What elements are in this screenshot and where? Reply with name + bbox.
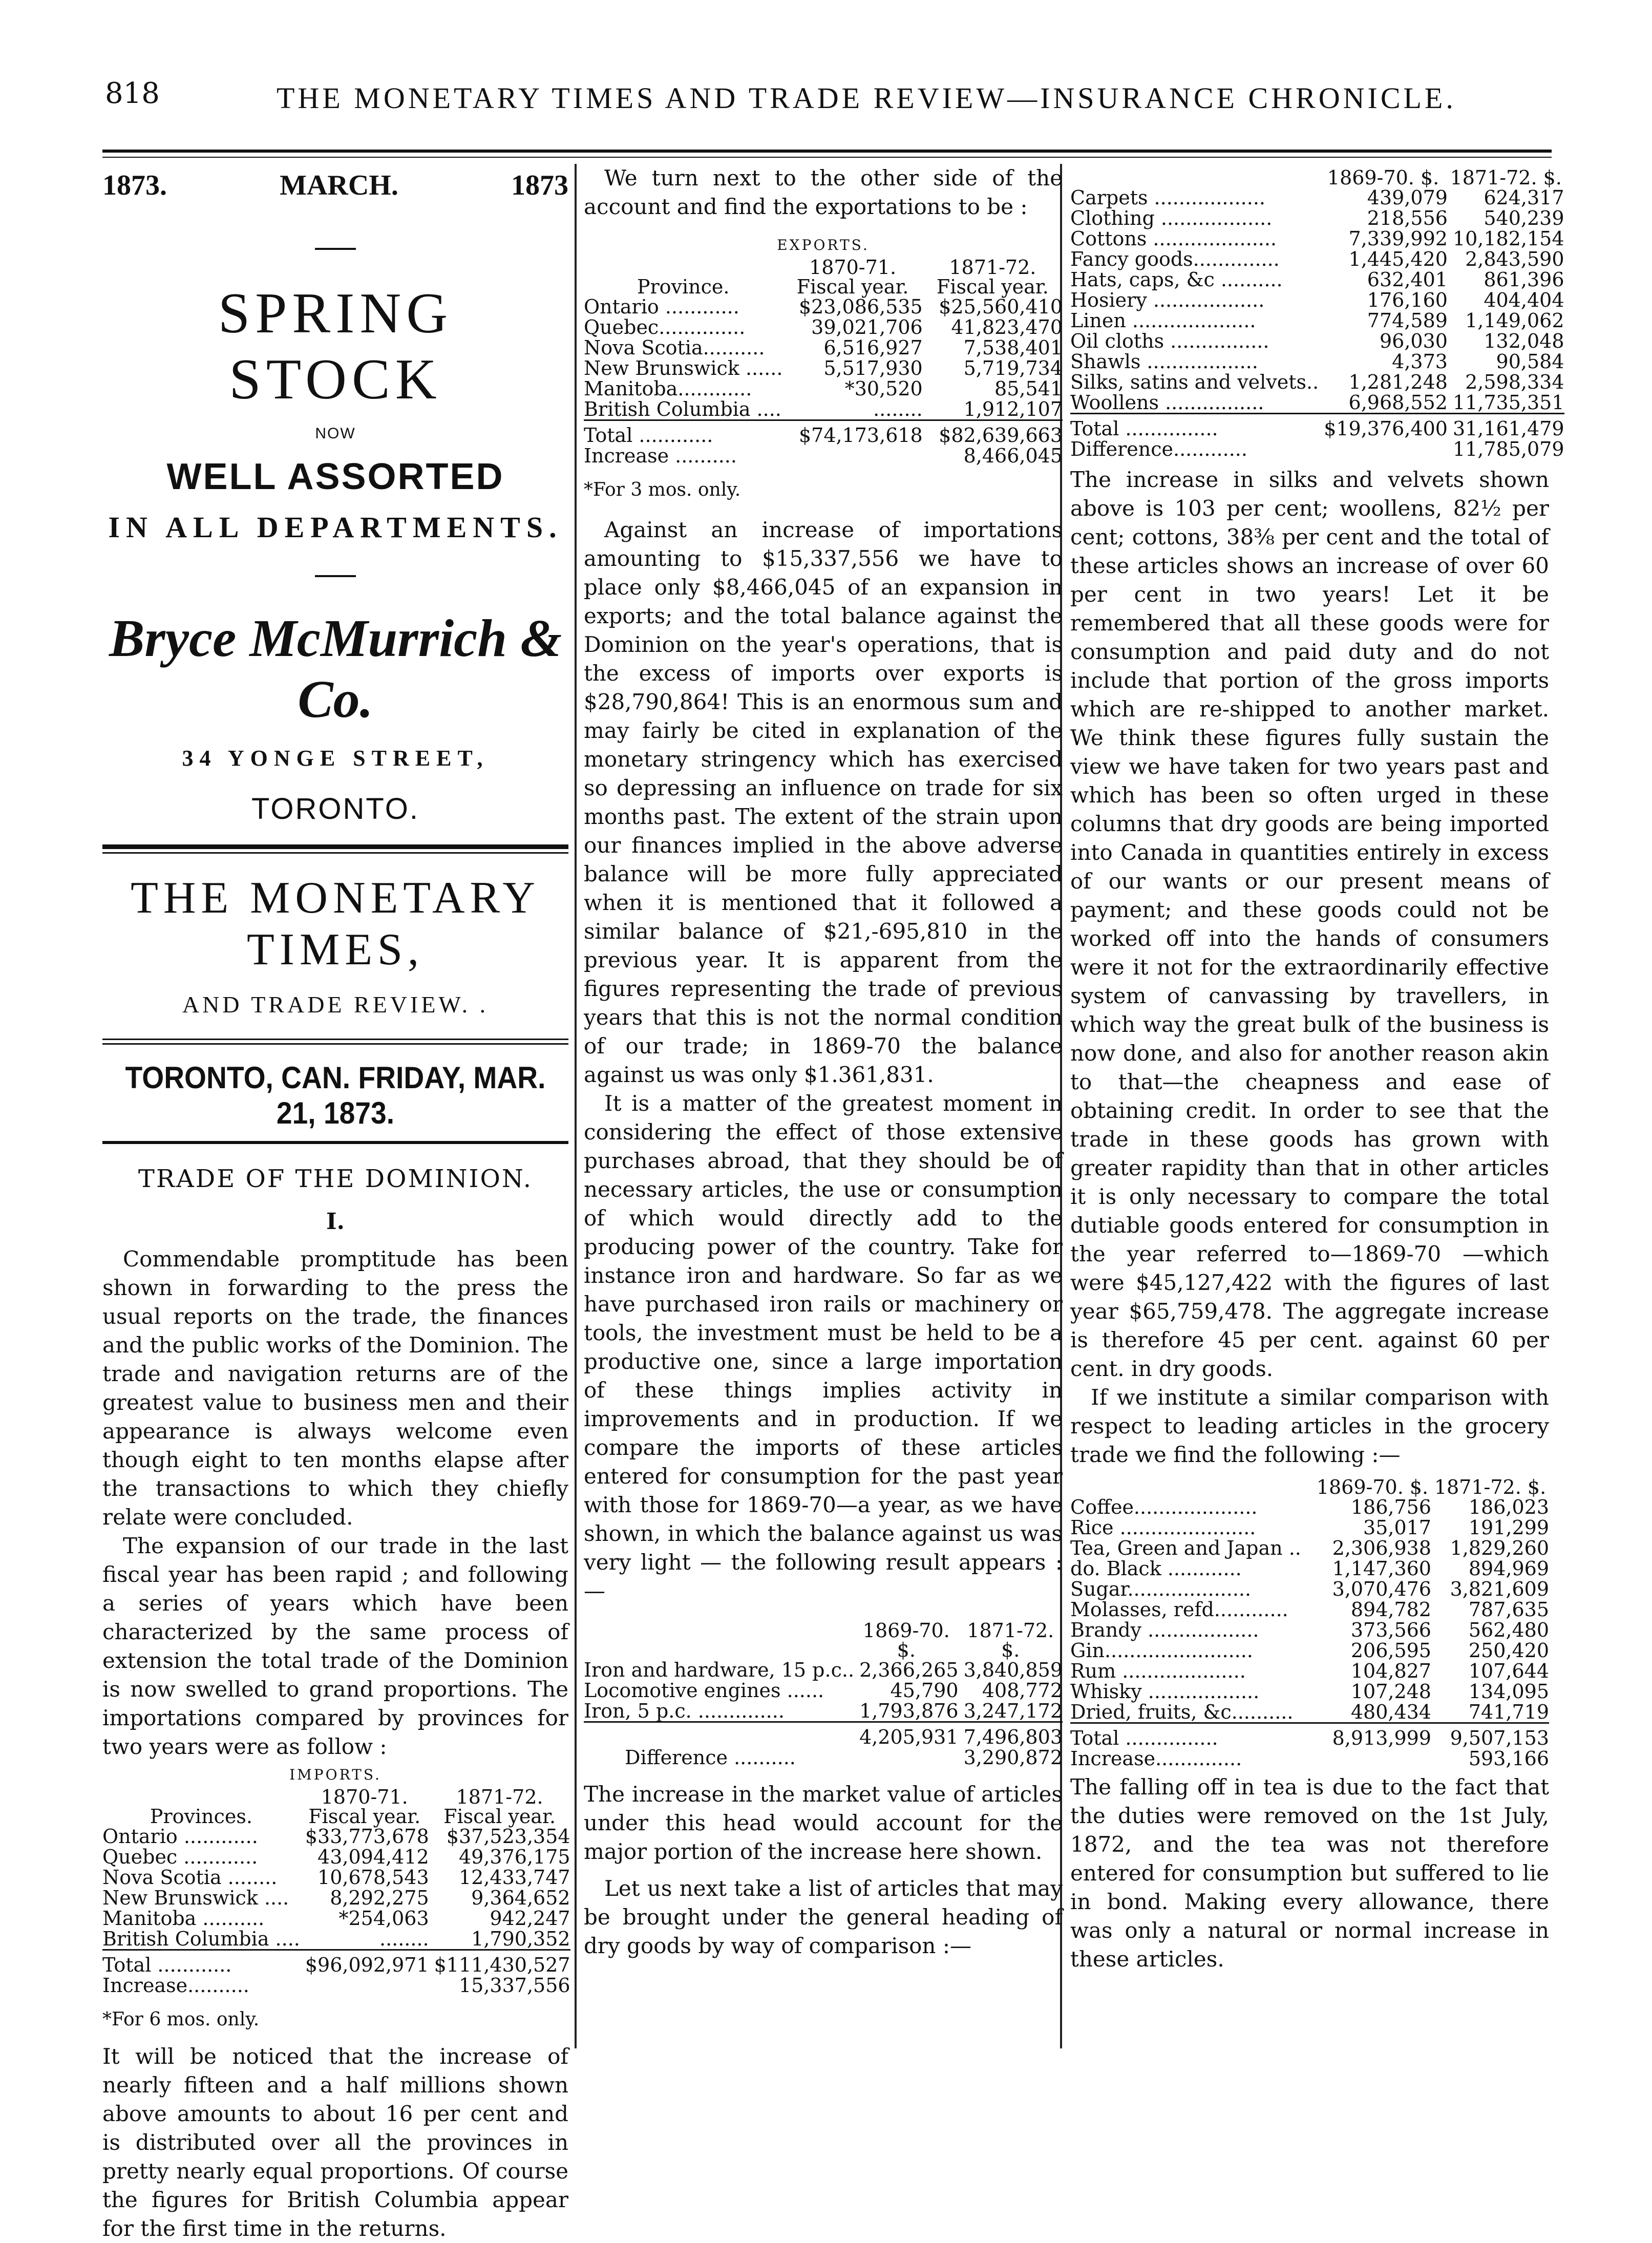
table-cell: 11,735,351 <box>1452 391 1564 414</box>
table-cell: Iron and hardware, 15 p.c.. <box>584 1659 855 1681</box>
table-cell: 1,790,352 <box>471 1928 570 1950</box>
advert-departments: IN ALL DEPARTMENTS. <box>108 511 563 544</box>
table-cell: 373,566 <box>1350 1619 1431 1641</box>
table-row <box>1070 1661 1549 1681</box>
advert-date-line <box>102 169 568 202</box>
table-cell: *30,520 <box>844 377 923 400</box>
table-cell: 3,247,172 <box>963 1700 1063 1722</box>
article-section-number: I. <box>326 1209 345 1235</box>
advert-month: MARCH. <box>280 170 398 201</box>
paragraph: Against an increase of importations amounting to $15,337,556 we have to place only $8,466,045 of an expansion in exports; and the total balance against the Dominion on the year's operations, that is the excess of imports over exports is $28,790,864! This is an enormous sum and may fairly be cited in explanation of the monetary stringency which has exercised so depressing an influence on trade for six months past. The extent of the strain upon our finances implied in the above adverse balance will be more fully appreciated when it is mentioned that it followed a similar balance of $21,-695,810 in the previous year. It is apparent from the figures representing the trade of previous years that this is not the normal condition of our trade; in 1869-70 the balance against us was only $1.361,831. <box>584 517 1063 1087</box>
table-row <box>1070 1620 1549 1640</box>
table-total-row <box>102 1950 570 1976</box>
advert-city: TORONTO. <box>251 792 419 826</box>
table-row <box>1070 331 1564 351</box>
table-row <box>102 1888 570 1908</box>
table-cell: 439,079 <box>1367 186 1448 209</box>
table-cell: 942,247 <box>490 1907 570 1930</box>
table-cell: 3,840,859 <box>963 1659 1063 1681</box>
table-header-cell: 1871-72. $. <box>1450 166 1562 189</box>
table-cell: Total ............ <box>584 420 782 446</box>
table-cell: Quebec ............ <box>102 1846 258 1868</box>
table-cell: Difference............ <box>1070 438 1247 460</box>
table-row <box>584 446 1063 466</box>
table-cell: 4,205,931 <box>854 1722 958 1748</box>
table-cell: Coffee.................... <box>1070 1496 1258 1518</box>
article-title: TRADE OF THE DOMINION. <box>138 1165 533 1193</box>
table-row <box>1070 1558 1549 1579</box>
table-cell: Dried, fruits, &c.......... <box>1070 1701 1294 1723</box>
table-header-cell: 1869-70. $. <box>1316 1476 1429 1498</box>
table-row <box>584 358 1063 378</box>
table-cell: 96,030 <box>1379 330 1448 352</box>
table-cell: 7,339,992 <box>1348 227 1448 250</box>
table-cell: 85,541 <box>994 377 1063 400</box>
table-cell: ........ <box>873 398 923 420</box>
table-cell: 104,827 <box>1350 1660 1431 1682</box>
table-cell: $33,773,678 <box>305 1825 429 1848</box>
table-cell: New Brunswick ...... <box>584 357 783 379</box>
advert-firm-name: Bryce McMurrich & Co. <box>109 609 562 729</box>
table-cell: 1,445,420 <box>1348 248 1448 270</box>
paragraph: If we institute a similar comparison with respect to leading articles in the grocery trade we find the following :— <box>1070 1385 1549 1467</box>
table-cell: Manitoba .......... <box>102 1907 265 1930</box>
grocery-table <box>1070 1477 1549 1769</box>
table-cell: 7,538,401 <box>963 336 1063 359</box>
table-cell: 2,306,938 <box>1332 1537 1431 1559</box>
table-header-row <box>1070 1477 1549 1497</box>
table-cell: 11,785,079 <box>1452 438 1564 460</box>
paragraph: The expansion of our trade in the last fiscal year has been rapid ; and following a series of years which have been characterized by the same process of extension the total trade of the Dominion is now swelled to grand proportions. The importations compared by provinces for two years were as follow : <box>102 1533 568 1759</box>
table-cell: 3,070,476 <box>1332 1578 1431 1600</box>
table-header-row <box>584 258 1063 297</box>
paragraph: It will be noticed that the increase of nearly fifteen and a half millions shown above amounts to about 16 per cent and is distributed over all the provinces in pretty nearly equal proportions. Of course the figures for British Columbia appear for the first time in the returns. <box>102 2044 568 2241</box>
dateline-rule <box>102 1141 568 1144</box>
paragraph: Let us next take a list of articles that may be brought under the general heading of dry goods by way of comparison :— <box>584 1876 1063 1958</box>
masthead-title: THE MONETARY TIMES, <box>131 873 540 975</box>
table-cell: 43,094,412 <box>317 1846 429 1868</box>
table-cell: Shawls .................. <box>1070 350 1258 373</box>
table-cell: 1,829,260 <box>1450 1537 1549 1559</box>
table-header-row <box>1070 168 1564 187</box>
table-cell: Brandy .................. <box>1070 1619 1259 1641</box>
table-cell: 35,017 <box>1363 1516 1431 1539</box>
exports-table-caption: EXPORTS. <box>777 237 870 253</box>
table-footnote: *For 3 mos. only. <box>584 479 741 500</box>
table-cell: 540,239 <box>1484 207 1564 229</box>
table-cell: 107,644 <box>1468 1660 1549 1682</box>
advert-now: NOW <box>315 425 356 442</box>
table-cell: 2,598,334 <box>1465 371 1564 393</box>
table-row <box>584 399 1063 420</box>
advertisement <box>102 169 568 826</box>
table-cell: 15,337,556 <box>458 1974 570 1997</box>
table-cell: 2,843,590 <box>1465 248 1564 270</box>
table-total-row <box>584 420 1063 446</box>
table-cell: 250,420 <box>1468 1639 1549 1662</box>
table-cell: Sugar.................... <box>1070 1578 1252 1600</box>
table-cell: do. Black ............ <box>1070 1557 1242 1580</box>
masthead-rule-thick <box>102 844 568 849</box>
table-header-cell: 1870-71. Fiscal year. <box>796 256 909 298</box>
table-cell: 49,376,175 <box>458 1846 570 1868</box>
column-3 <box>1070 164 1564 1974</box>
table-header-cell: 1871-72. Fiscal year. <box>443 1786 556 1828</box>
table-row <box>1070 228 1564 249</box>
masthead-subtitle: AND TRADE REVIEW. . <box>182 991 489 1018</box>
table-row <box>1070 1538 1549 1558</box>
table-cell: 191,299 <box>1468 1516 1549 1539</box>
header-rule-thick <box>102 150 1552 153</box>
paragraph: Commendable promptitude has been shown in forwarding to the press the usual reports on the trade, the finances and the public works of the Dominion. The trade and navigation returns are of the greatest value to business men and their appearance is always welcome even though eight to ten months elapse after the transactions to which they chiefly relate were concluded. <box>102 1246 568 1530</box>
table-cell: 31,161,479 <box>1448 414 1564 439</box>
table-cell: 1,149,062 <box>1465 309 1564 332</box>
table-cell: 894,969 <box>1468 1557 1549 1580</box>
table-row <box>1070 269 1564 290</box>
table-cell: Carpets .................. <box>1070 186 1265 209</box>
table-cell: $74,173,618 <box>782 420 922 446</box>
table-row <box>102 1847 570 1867</box>
table-row <box>1070 187 1564 208</box>
table-cell: Total ............... <box>1070 1723 1314 1749</box>
table-cell: 5,719,734 <box>963 357 1063 379</box>
table-row <box>1070 1640 1549 1661</box>
table-cell: Tea, Green and Japan .. <box>1070 1537 1301 1559</box>
table-cell: 774,589 <box>1367 309 1448 332</box>
table-cell: Increase.......... <box>102 1974 249 1997</box>
table-cell: $37,523,354 <box>446 1825 570 1848</box>
table-cell: Locomotive engines ...... <box>584 1679 824 1702</box>
table-row <box>102 1908 570 1929</box>
table-cell: 3,821,609 <box>1450 1578 1549 1600</box>
advert-year-right: 1873 <box>511 170 568 201</box>
page-number: 818 <box>105 77 160 110</box>
table-cell: 132,048 <box>1484 330 1564 352</box>
table-header-cell: 1871-72. $. <box>967 1619 1054 1661</box>
table-cell: 12,433,747 <box>458 1866 570 1889</box>
table-row <box>1070 310 1564 331</box>
table-cell: 1,912,107 <box>963 398 1063 420</box>
table-cell: Quebec.............. <box>584 316 746 338</box>
table-cell: 408,772 <box>982 1679 1063 1702</box>
table-cell: 8,913,999 <box>1314 1723 1431 1749</box>
table-cell: Manitoba............ <box>584 377 752 400</box>
table-row <box>584 1747 1063 1768</box>
table-cell: British Columbia .... <box>102 1928 300 1950</box>
table-row <box>102 1975 570 1996</box>
table-cell: $19,376,400 <box>1319 414 1448 439</box>
table-cell: 1,793,876 <box>859 1700 959 1722</box>
table-cell: Molasses, refd............ <box>1070 1598 1288 1621</box>
table-total-row <box>1070 414 1564 439</box>
table-cell: 624,317 <box>1484 186 1564 209</box>
table-cell: $25,560,410 <box>939 295 1063 318</box>
table-cell: Whisky .................. <box>1070 1680 1260 1703</box>
table-cell: 90,584 <box>1496 350 1564 373</box>
table-row <box>1070 1702 1549 1723</box>
table-cell: 894,782 <box>1350 1598 1431 1621</box>
dateline: TORONTO, CAN. FRIDAY, MAR. 21, 1873. <box>125 1061 546 1130</box>
iron-table <box>584 1621 1063 1768</box>
table-header-cell: 1869-70. $. <box>1327 166 1439 189</box>
table-row <box>584 337 1063 358</box>
column-1 <box>102 164 568 2243</box>
table-total-row <box>1070 1723 1549 1749</box>
table-cell: 218,556 <box>1367 207 1448 229</box>
table-row <box>1070 351 1564 372</box>
table-cell: Fancy goods.............. <box>1070 248 1280 270</box>
table-header-row <box>584 1621 1063 1660</box>
table-cell: 186,756 <box>1350 1496 1431 1518</box>
table-total-row <box>584 1722 1063 1748</box>
table-row <box>1070 1579 1549 1599</box>
table-row <box>1070 1748 1549 1769</box>
table-row <box>102 1867 570 1888</box>
table-cell: 134,095 <box>1468 1680 1549 1703</box>
running-head: THE MONETARY TIMES AND TRADE REVIEW—INSURANCE CHRONICLE. <box>277 81 1456 115</box>
table-cell: 9,364,652 <box>471 1887 570 1909</box>
advert-year-left: 1873. <box>102 170 167 201</box>
imports-table-caption: IMPORTS. <box>289 1766 382 1783</box>
table-cell: 10,678,543 <box>317 1866 429 1889</box>
table-cell: Rice ...................... <box>1070 1516 1256 1539</box>
table-cell: 632,401 <box>1367 268 1448 291</box>
table-cell: 8,292,275 <box>330 1887 429 1909</box>
table-row <box>1070 1599 1549 1620</box>
table-header-cell: 1870-71. Fiscal year. <box>308 1786 421 1828</box>
table-cell: 6,968,552 <box>1348 391 1448 414</box>
table-header-cell: 1871-72. $. <box>1434 1476 1547 1498</box>
table-header-cell: Provinces. <box>150 1805 252 1828</box>
table-cell: 787,635 <box>1468 1598 1549 1621</box>
table-cell: 9,507,153 <box>1431 1723 1549 1749</box>
table-cell: Linen .................... <box>1070 309 1256 332</box>
table-cell: Silks, satins and velvets.. <box>1070 371 1319 393</box>
exports-table <box>584 258 1063 466</box>
table-cell: $82,639,663 <box>923 420 1063 446</box>
table-cell: 186,023 <box>1468 1496 1549 1518</box>
table-row <box>1070 290 1564 310</box>
table-row <box>1070 439 1564 459</box>
table-cell: 4,373 <box>1392 350 1448 373</box>
table-cell: Woollens ................ <box>1070 391 1264 414</box>
table-cell: Cottons .................... <box>1070 227 1277 250</box>
table-cell: ........ <box>379 1928 429 1950</box>
paragraph: The increase in the market value of articles under this head would account for the major portion of the increase here shown. <box>584 1782 1063 1864</box>
table-cell: *254,063 <box>338 1907 429 1930</box>
table-row <box>1070 392 1564 414</box>
table-row <box>1070 1681 1549 1702</box>
advert-dash <box>315 575 356 577</box>
header-rule-thin <box>102 157 1552 158</box>
table-cell: 2,366,265 <box>859 1659 959 1681</box>
table-row <box>584 378 1063 399</box>
table-cell: Hats, caps, &c .......... <box>1070 268 1283 291</box>
table-cell: 741,719 <box>1468 1701 1549 1723</box>
table-cell: Increase .......... <box>584 445 737 467</box>
masthead-rule-thin <box>102 852 568 854</box>
table-row <box>1070 1517 1549 1538</box>
table-row <box>102 1929 570 1950</box>
masthead-rule <box>102 1043 568 1045</box>
table-cell: Total ............... <box>1070 414 1319 439</box>
table-cell: $111,430,527 <box>429 1950 570 1976</box>
table-header-row <box>102 1787 570 1826</box>
table-cell: Difference .......... <box>625 1746 796 1769</box>
table-cell: Nova Scotia.......... <box>584 336 765 359</box>
table-cell: 404,404 <box>1484 289 1564 311</box>
column-divider-1 <box>575 164 577 2048</box>
table-row <box>584 1660 1063 1680</box>
table-cell: Rum .................... <box>1070 1660 1246 1682</box>
table-row <box>584 1680 1063 1701</box>
table-cell: Iron, 5 p.c. .............. <box>584 1700 785 1722</box>
table-cell: 861,396 <box>1484 268 1564 291</box>
table-cell: Ontario ............ <box>102 1825 258 1848</box>
table-cell: 45,790 <box>890 1679 959 1702</box>
advert-dash <box>315 248 356 250</box>
table-cell: 1,147,360 <box>1332 1557 1431 1580</box>
table-cell: Oil cloths ................ <box>1070 330 1269 352</box>
table-cell: 5,517,930 <box>823 357 923 379</box>
table-cell: Gin........................ <box>1070 1639 1253 1662</box>
table-cell: 206,595 <box>1350 1639 1431 1662</box>
table-cell: 176,160 <box>1367 289 1448 311</box>
table-cell: 3,290,872 <box>963 1746 1063 1769</box>
table-cell: $96,092,971 <box>300 1950 429 1976</box>
table-header-cell: 1869-70. $. <box>862 1619 950 1661</box>
table-cell: Hosiery .................. <box>1070 289 1265 311</box>
masthead-rule <box>102 1039 568 1040</box>
table-row <box>584 317 1063 337</box>
paragraph: It is a matter of the greatest moment in considering the effect of those extensive purchases abroad, that they should be of necessary articles, the use or consumption of which would directly add to the producing power of the country. Take for instance iron and hardware. So far as we have purchased iron rails or machinery or tools, the investment must be held to be a productive one, since a large importation of these things implies activity in improvements and in production. If we compare the imports of these articles entered for consumption for the past year with those for 1869-70—a year, as we have shown, in which the balance against us was very light — the following result appears :— <box>584 1091 1063 1603</box>
table-cell: Total ............ <box>102 1950 300 1976</box>
table-cell: Ontario ............ <box>584 295 739 318</box>
table-cell: 8,466,045 <box>963 445 1063 467</box>
table-row <box>1070 1497 1549 1517</box>
table-header-cell: Province. <box>637 276 730 298</box>
table-row <box>102 1826 570 1847</box>
advert-well-assorted: WELL ASSORTED <box>166 456 504 497</box>
table-cell: Clothing .................. <box>1070 207 1273 229</box>
table-row <box>1070 208 1564 228</box>
imports-table <box>102 1787 570 1996</box>
table-cell: Increase.............. <box>1070 1747 1242 1770</box>
table-cell: $23,086,535 <box>798 295 923 318</box>
table-cell: 593,166 <box>1468 1747 1549 1770</box>
table-cell: 107,248 <box>1350 1680 1431 1703</box>
drygoods-table <box>1070 168 1564 459</box>
table-header-cell: 1871-72. Fiscal year. <box>936 256 1049 298</box>
table-cell: 41,823,470 <box>951 316 1063 338</box>
table-cell: 562,480 <box>1468 1619 1549 1641</box>
table-row <box>1070 249 1564 269</box>
advert-headline: SPRING STOCK <box>218 282 453 411</box>
table-row <box>1070 372 1564 392</box>
table-row <box>584 297 1063 317</box>
table-cell: 480,434 <box>1350 1701 1431 1723</box>
table-cell: 1,281,248 <box>1348 371 1448 393</box>
table-cell: 39,021,706 <box>811 316 923 338</box>
table-cell: 7,496,803 <box>959 1722 1063 1748</box>
column-2 <box>584 164 1063 1960</box>
table-row <box>584 1701 1063 1722</box>
table-cell: British Columbia .... <box>584 398 781 420</box>
table-cell: Nova Scotia ........ <box>102 1866 278 1889</box>
table-cell: 10,182,154 <box>1452 227 1564 250</box>
table-cell: 6,516,927 <box>823 336 923 359</box>
paragraph: The increase in silks and velvets shown above is 103 per cent; woollens, 82½ per cent; cottons, 38⅜ per cent and the total of these articles shows an increase of over 60 per cent in two years! Let it be remembered that all these goods were for consumption and paid duty and do not include that portion of the gross imports which are re-shipped to another market. We think these figures fully sustain the view we have taken for two years past and which has been so often urged in these columns that dry goods are being imported into Canada in quantities entirely in excess of our wants or our present means of payment; and these goods could not be worked off into the hands of consumers were it not for the extraordinarily effective system of canvassing by travellers, in which way the great bulk of the business is now done, and also for another reason akin to that—the cheapness and ease of obtaining credit. In order to see that the trade in these goods has grown with greater rapidity than that in other articles it is only necessary to compare the total dutiable goods entered for consumption in the year referred to—1869-70 —which were $45,127,422 with the figures of last year $65,759,478. The aggregate increase is therefore 45 per cent. against 60 per cent. in dry goods. <box>1070 467 1549 1381</box>
table-cell: New Brunswick .... <box>102 1887 289 1909</box>
paragraph: The falling off in tea is due to the fact that the duties were removed on the 1st July, 1872, and the tea was not therefore entered for consumption but suffered to lie in bond. Making every allowance, there was only a natural or normal increase in these articles. <box>1070 1774 1549 1972</box>
advert-street: 34 YONGE STREET, <box>182 746 489 771</box>
paragraph: We turn next to the other side of the account and find the exportations to be : <box>584 165 1063 219</box>
table-footnote: *For 6 mos. only. <box>102 2009 260 2030</box>
